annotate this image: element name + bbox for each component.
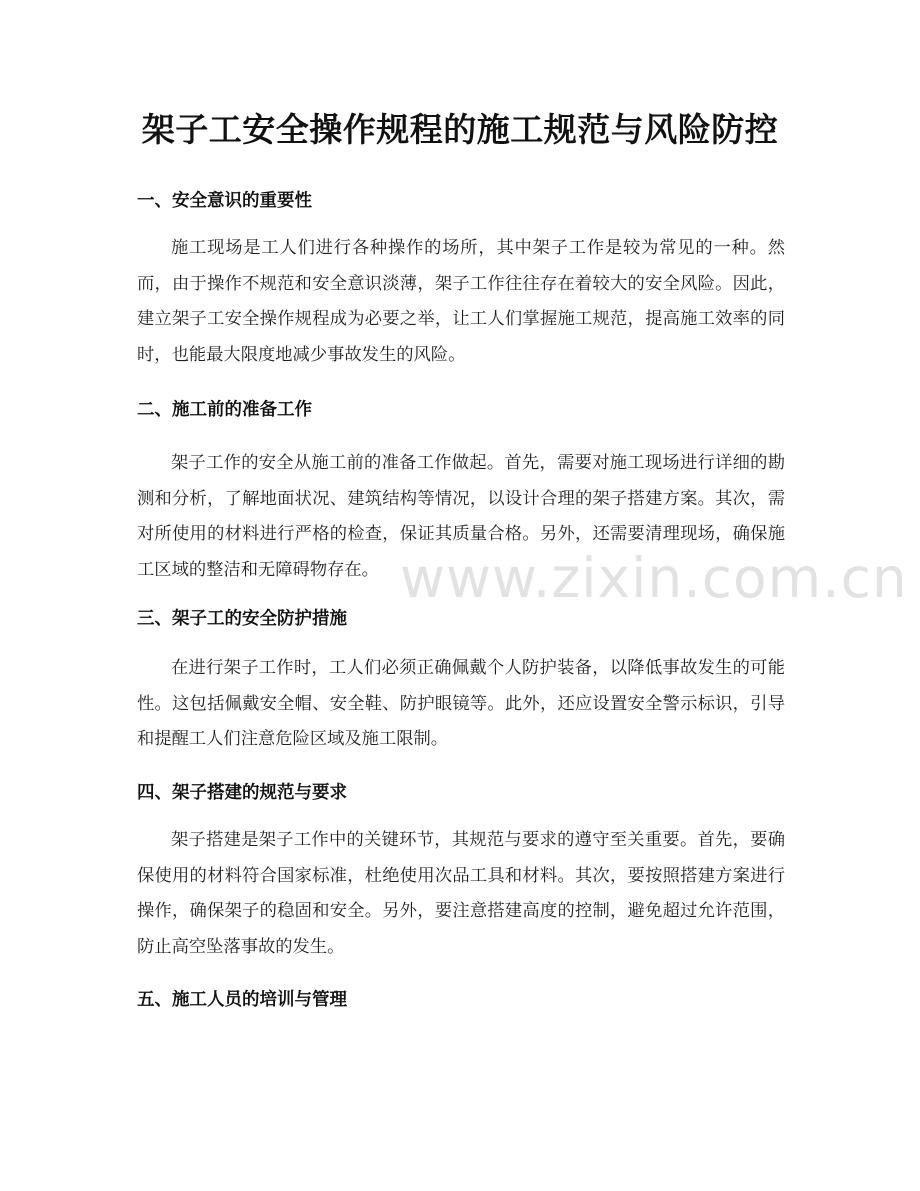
section-heading-2: 二、施工前的准备工作 xyxy=(137,400,312,420)
section-paragraph-3: 在进行架子工作时，工人们必须正确佩戴个人防护装备，以降低事故发生的可能性。这包括佩戴安全帽、安全鞋、防护眼镜等。此外，还应设置安全警示标识，引导和提醒工人们注意危险区域及施工限制。 xyxy=(137,658,785,749)
document-title: 架子工安全操作规程的施工规范与风险防控 xyxy=(141,110,779,149)
section-paragraph-4: 架子搭建是架子工作中的关键环节，其规范与要求的遵守至关重要。首先，要确保使用的材料符合国家标准，杜绝使用次品工具和材料。其次，要按照搭建方案进行操作，确保架子的稳固和安全。另外，要注意搭建高度的控制，避免超过允许范围，防止高空坠落事故的发生。 xyxy=(137,830,785,957)
section-paragraph-2: 架子工作的安全从施工前的准备工作做起。首先，需要对施工现场进行详细的勘测和分析，了解地面状况、建筑结构等情况，以设计合理的架子搭建方案。其次，需对所使用的材料进行严格的检查，保证其质量合格。另外，还需要清理现场，确保施工区域的整洁和无障碍物存在。 xyxy=(137,453,785,580)
section-heading-1: 一、安全意识的重要性 xyxy=(137,191,312,211)
section-heading-3: 三、架子工的安全防护措施 xyxy=(137,609,347,629)
section-heading-4: 四、架子搭建的规范与要求 xyxy=(137,783,347,803)
section-paragraph-1: 施工现场是工人们进行各种操作的场所，其中架子工作是较为常见的一种。然而，由于操作不规范和安全意识淡薄，架子工作往往存在着较大的安全风险。因此，建立架子工安全操作规程成为必要之举，让工人们掌握施工规范，提高施工效率的同时，也能最大限度地减少事故发生的风险。 xyxy=(137,238,785,365)
watermark-text: www.zixin.com.cn xyxy=(400,546,908,610)
section-heading-5: 五、施工人员的培训与管理 xyxy=(137,990,347,1010)
